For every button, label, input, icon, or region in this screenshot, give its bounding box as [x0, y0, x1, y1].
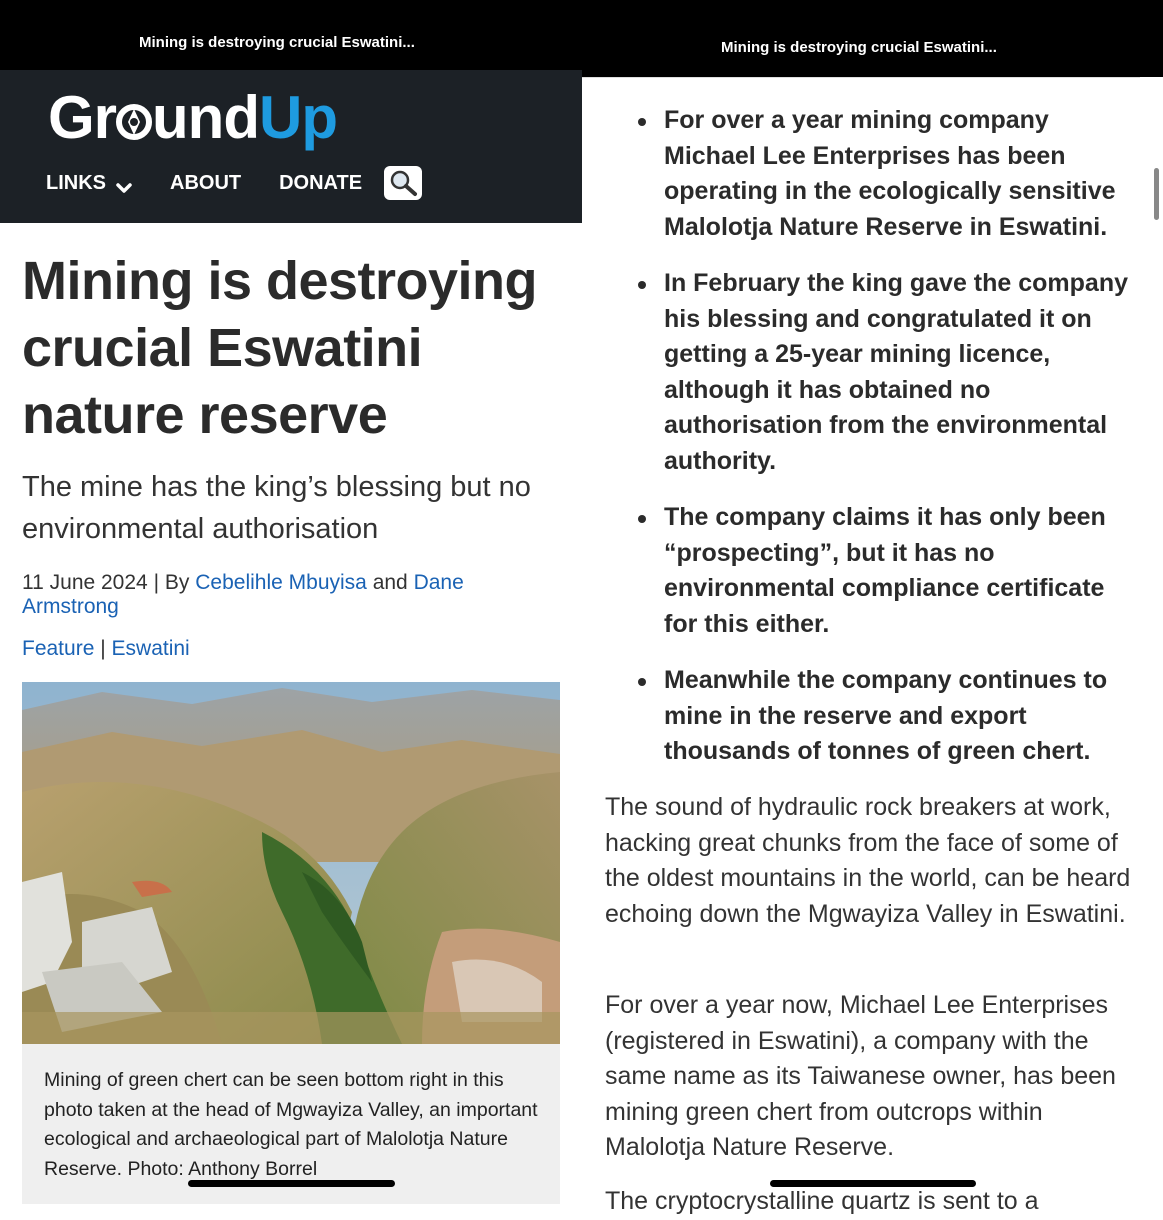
article-paragraph: For over a year now, Michael Lee Enterprises (registered in Eswatini), a company with the same name as its Taiwanese owner, has been mining green chert from outcrops within Malolotja Nature Reserve. — [605, 991, 1116, 1161]
article-paragraph: The sound of hydraulic rock breakers at work, hacking great chunks from the face of some of the oldest mountains in the world, can be heard echoing down the Mgwayiza Valley in Eswatini. — [605, 793, 1131, 928]
search-button[interactable] — [384, 166, 422, 200]
photo-caption: Mining of green chert can be seen bottom right in this photo taken at the head of Mgwayiza Valley, an important ecological and archaeological part of Malolotja Nature Reserve. Photo: Anthony Borrel — [22, 1044, 560, 1204]
site-header — [0, 70, 582, 223]
home-indicator[interactable] — [770, 1180, 976, 1187]
article-categories: Feature | Eswatini — [22, 637, 190, 660]
author-link-2[interactable]: Dane Armstrong — [22, 571, 464, 618]
page-tab-title: Mining is destroying crucial Eswatini... — [721, 39, 997, 56]
page-title-bar — [0, 0, 582, 72]
category-feature[interactable]: Feature — [22, 637, 95, 660]
summary-item: For over a year mining company Michael Lee Enterprises has been operating in the ecologically sensitive Malolotja Nature Reserve in Eswatini. — [582, 103, 1142, 245]
article-byline: 11 June 2024 | By Cebelihle Mbuyisa and Dane Armstrong — [22, 571, 464, 618]
summary-item: In February the king gave the company his blessing and congratulated it on getting a 25-year mining licence, although it has obtained no authorisation from the environmental authority. — [582, 266, 1142, 479]
article-photo[interactable] — [22, 682, 560, 1044]
page-tab-title: Mining is destroying crucial Eswatini... — [139, 34, 415, 51]
main-nav — [46, 166, 422, 200]
aperture-o-icon — [116, 90, 152, 134]
article-headline: Mining is destroying crucial Eswatini nature reserve — [22, 251, 538, 445]
article-paragraph: The cryptocrystalline quartz is sent to a — [605, 1187, 1039, 1215]
nav-about[interactable]: ABOUT — [170, 171, 242, 194]
summary-item: The company claims it has only been “prospecting”, but it has no environmental compliance certificate for this either. — [582, 500, 1142, 642]
nav-links[interactable]: LINKS — [46, 172, 132, 195]
category-eswatini[interactable]: Eswatini — [111, 637, 190, 660]
publish-date: 11 June 2024 — [22, 571, 148, 594]
left-screen — [0, 0, 582, 1200]
article-standfirst: The mine has the king’s blessing but no environmental authorisation — [22, 471, 531, 545]
right-screen — [582, 0, 1163, 1215]
header-divider — [582, 77, 1140, 78]
chevron-down-icon — [116, 177, 132, 189]
article-summary-list — [582, 103, 1142, 791]
search-icon — [388, 169, 418, 197]
nav-donate[interactable]: DONATE — [279, 171, 363, 194]
home-indicator[interactable] — [188, 1180, 395, 1187]
groundup-logo[interactable]: Gr undUp — [48, 84, 337, 151]
page-title-bar — [582, 0, 1163, 77]
author-link-1[interactable]: Cebelihle Mbuyisa — [195, 571, 367, 594]
summary-item: Meanwhile the company continues to mine in the reserve and export thousands of tonnes of green chert. — [582, 663, 1142, 770]
scrollbar[interactable] — [1154, 168, 1159, 220]
